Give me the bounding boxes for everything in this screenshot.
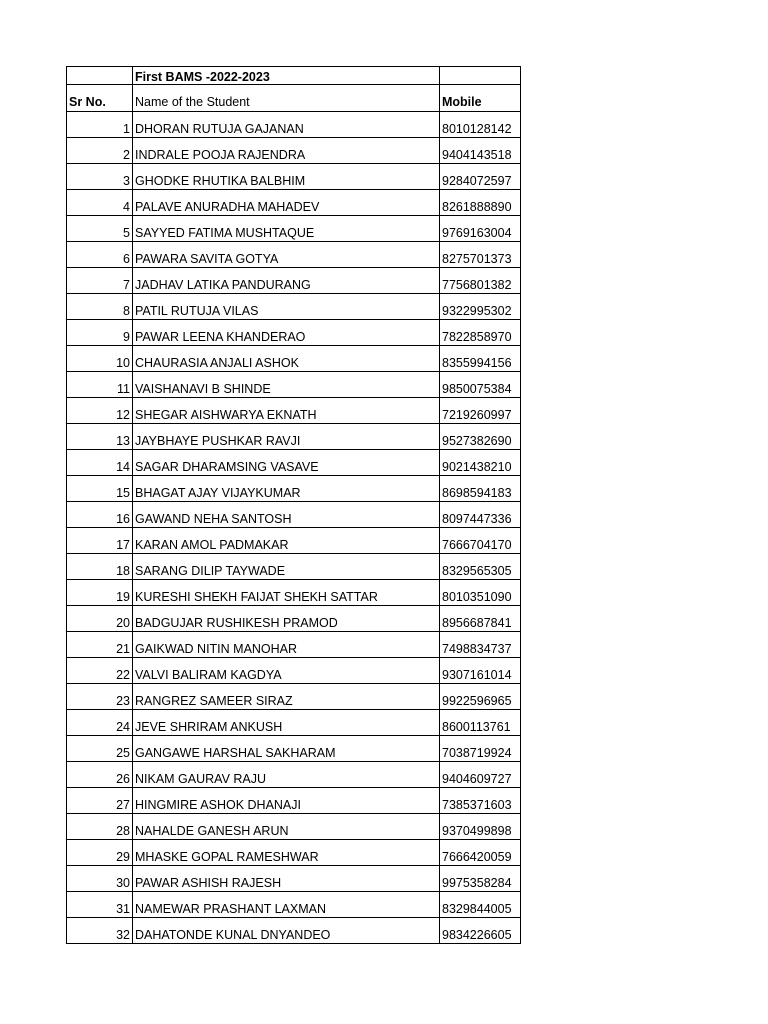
sr-no-cell: 21 xyxy=(67,632,133,658)
header-mobile: Mobile xyxy=(440,85,521,112)
table-row xyxy=(67,502,521,528)
mobile-cell: 8956687841 xyxy=(440,606,521,632)
mobile-cell: 8010128142 xyxy=(440,112,521,138)
sr-no-cell: 3 xyxy=(67,164,133,190)
student-name-cell: NIKAM GAURAV RAJU xyxy=(133,762,440,788)
student-name-cell: PAWAR ASHISH RAJESH xyxy=(133,866,440,892)
sr-no-cell: 18 xyxy=(67,554,133,580)
title-blank-cell xyxy=(67,67,133,85)
sr-no-cell: 11 xyxy=(67,372,133,398)
sr-no-cell: 4 xyxy=(67,190,133,216)
student-name-cell: DAHATONDE KUNAL DNYANDEO xyxy=(133,918,440,944)
sr-no-cell: 19 xyxy=(67,580,133,606)
sheet-title: First BAMS -2022-2023 xyxy=(133,67,440,85)
student-name-cell: GAWAND NEHA SANTOSH xyxy=(133,502,440,528)
table-row xyxy=(67,450,521,476)
student-name-cell: SAGAR DHARAMSING VASAVE xyxy=(133,450,440,476)
table-row xyxy=(67,814,521,840)
mobile-cell: 8010351090 xyxy=(440,580,521,606)
title-row xyxy=(67,67,521,85)
mobile-cell: 7666704170 xyxy=(440,528,521,554)
mobile-cell: 9307161014 xyxy=(440,658,521,684)
mobile-cell: 7822858970 xyxy=(440,320,521,346)
mobile-cell: 9322995302 xyxy=(440,294,521,320)
mobile-cell: 8097447336 xyxy=(440,502,521,528)
student-name-cell: GANGAWE HARSHAL SAKHARAM xyxy=(133,736,440,762)
sr-no-cell: 7 xyxy=(67,268,133,294)
sr-no-cell: 5 xyxy=(67,216,133,242)
mobile-cell: 8261888890 xyxy=(440,190,521,216)
sr-no-cell: 29 xyxy=(67,840,133,866)
mobile-cell: 9527382690 xyxy=(440,424,521,450)
student-name-cell: INDRALE POOJA RAJENDRA xyxy=(133,138,440,164)
mobile-cell: 9850075384 xyxy=(440,372,521,398)
sr-no-cell: 6 xyxy=(67,242,133,268)
table-row xyxy=(67,658,521,684)
student-name-cell: BADGUJAR RUSHIKESH PRAMOD xyxy=(133,606,440,632)
table-row xyxy=(67,216,521,242)
sr-no-cell: 17 xyxy=(67,528,133,554)
student-name-cell: JADHAV LATIKA PANDURANG xyxy=(133,268,440,294)
student-name-cell: VALVI BALIRAM KAGDYA xyxy=(133,658,440,684)
mobile-cell: 9975358284 xyxy=(440,866,521,892)
table-row xyxy=(67,372,521,398)
sr-no-cell: 22 xyxy=(67,658,133,684)
student-name-cell: KURESHI SHEKH FAIJAT SHEKH SATTAR xyxy=(133,580,440,606)
student-name-cell: BHAGAT AJAY VIJAYKUMAR xyxy=(133,476,440,502)
mobile-cell: 8329844005 xyxy=(440,892,521,918)
sr-no-cell: 13 xyxy=(67,424,133,450)
table-row xyxy=(67,554,521,580)
sr-no-cell: 16 xyxy=(67,502,133,528)
table-row xyxy=(67,840,521,866)
table-row xyxy=(67,164,521,190)
table-row xyxy=(67,112,521,138)
mobile-cell: 7498834737 xyxy=(440,632,521,658)
table-row xyxy=(67,892,521,918)
table-row xyxy=(67,918,521,944)
mobile-cell: 9404143518 xyxy=(440,138,521,164)
mobile-cell: 7756801382 xyxy=(440,268,521,294)
table-row xyxy=(67,684,521,710)
header-student-name: Name of the Student xyxy=(133,85,440,112)
student-name-cell: NAMEWAR PRASHANT LAXMAN xyxy=(133,892,440,918)
sr-no-cell: 30 xyxy=(67,866,133,892)
student-name-cell: PATIL RUTUJA VILAS xyxy=(133,294,440,320)
student-table xyxy=(66,66,521,944)
mobile-cell: 8275701373 xyxy=(440,242,521,268)
table-row xyxy=(67,736,521,762)
table-row xyxy=(67,424,521,450)
student-name-cell: SHEGAR AISHWARYA EKNATH xyxy=(133,398,440,424)
student-name-cell: SAYYED FATIMA MUSHTAQUE xyxy=(133,216,440,242)
mobile-cell: 9922596965 xyxy=(440,684,521,710)
table-row xyxy=(67,762,521,788)
sr-no-cell: 23 xyxy=(67,684,133,710)
student-name-cell: PAWARA SAVITA GOTYA xyxy=(133,242,440,268)
sr-no-cell: 32 xyxy=(67,918,133,944)
table-row xyxy=(67,242,521,268)
sr-no-cell: 25 xyxy=(67,736,133,762)
mobile-cell: 9284072597 xyxy=(440,164,521,190)
sr-no-cell: 27 xyxy=(67,788,133,814)
student-name-cell: JEVE SHRIRAM ANKUSH xyxy=(133,710,440,736)
title-blank-cell xyxy=(440,67,521,85)
table-row xyxy=(67,346,521,372)
sr-no-cell: 8 xyxy=(67,294,133,320)
table-row xyxy=(67,788,521,814)
sr-no-cell: 12 xyxy=(67,398,133,424)
mobile-cell: 8329565305 xyxy=(440,554,521,580)
student-name-cell: PAWAR LEENA KHANDERAO xyxy=(133,320,440,346)
mobile-cell: 7038719924 xyxy=(440,736,521,762)
sr-no-cell: 9 xyxy=(67,320,133,346)
student-name-cell: PALAVE ANURADHA MAHADEV xyxy=(133,190,440,216)
sr-no-cell: 26 xyxy=(67,762,133,788)
table-row xyxy=(67,866,521,892)
mobile-cell: 9769163004 xyxy=(440,216,521,242)
table-row xyxy=(67,528,521,554)
header-row xyxy=(67,85,521,112)
table-row xyxy=(67,398,521,424)
sr-no-cell: 24 xyxy=(67,710,133,736)
mobile-cell: 9404609727 xyxy=(440,762,521,788)
mobile-cell: 7385371603 xyxy=(440,788,521,814)
student-name-cell: DHORAN RUTUJA GAJANAN xyxy=(133,112,440,138)
student-name-cell: JAYBHAYE PUSHKAR RAVJI xyxy=(133,424,440,450)
sr-no-cell: 1 xyxy=(67,112,133,138)
sr-no-cell: 31 xyxy=(67,892,133,918)
mobile-cell: 7666420059 xyxy=(440,840,521,866)
sr-no-cell: 20 xyxy=(67,606,133,632)
table-row xyxy=(67,580,521,606)
header-sr-no: Sr No. xyxy=(67,85,133,112)
table-row xyxy=(67,320,521,346)
mobile-cell: 9834226605 xyxy=(440,918,521,944)
table-row xyxy=(67,190,521,216)
table-row xyxy=(67,138,521,164)
student-name-cell: GAIKWAD NITIN MANOHAR xyxy=(133,632,440,658)
sr-no-cell: 28 xyxy=(67,814,133,840)
table-row xyxy=(67,606,521,632)
student-name-cell: VAISHANAVI B SHINDE xyxy=(133,372,440,398)
table-row xyxy=(67,632,521,658)
table-row xyxy=(67,476,521,502)
mobile-cell: 7219260997 xyxy=(440,398,521,424)
table-row xyxy=(67,710,521,736)
student-rows xyxy=(67,112,521,944)
student-name-cell: RANGREZ SAMEER SIRAZ xyxy=(133,684,440,710)
mobile-cell: 8355994156 xyxy=(440,346,521,372)
sr-no-cell: 10 xyxy=(67,346,133,372)
student-name-cell: CHAURASIA ANJALI ASHOK xyxy=(133,346,440,372)
sr-no-cell: 15 xyxy=(67,476,133,502)
table-row xyxy=(67,294,521,320)
table-row xyxy=(67,268,521,294)
mobile-cell: 9370499898 xyxy=(440,814,521,840)
sr-no-cell: 2 xyxy=(67,138,133,164)
mobile-cell: 8698594183 xyxy=(440,476,521,502)
sr-no-cell: 14 xyxy=(67,450,133,476)
student-name-cell: GHODKE RHUTIKA BALBHIM xyxy=(133,164,440,190)
student-name-cell: HINGMIRE ASHOK DHANAJI xyxy=(133,788,440,814)
mobile-cell: 9021438210 xyxy=(440,450,521,476)
student-name-cell: NAHALDE GANESH ARUN xyxy=(133,814,440,840)
student-name-cell: KARAN AMOL PADMAKAR xyxy=(133,528,440,554)
student-name-cell: MHASKE GOPAL RAMESHWAR xyxy=(133,840,440,866)
student-name-cell: SARANG DILIP TAYWADE xyxy=(133,554,440,580)
mobile-cell: 8600113761 xyxy=(440,710,521,736)
